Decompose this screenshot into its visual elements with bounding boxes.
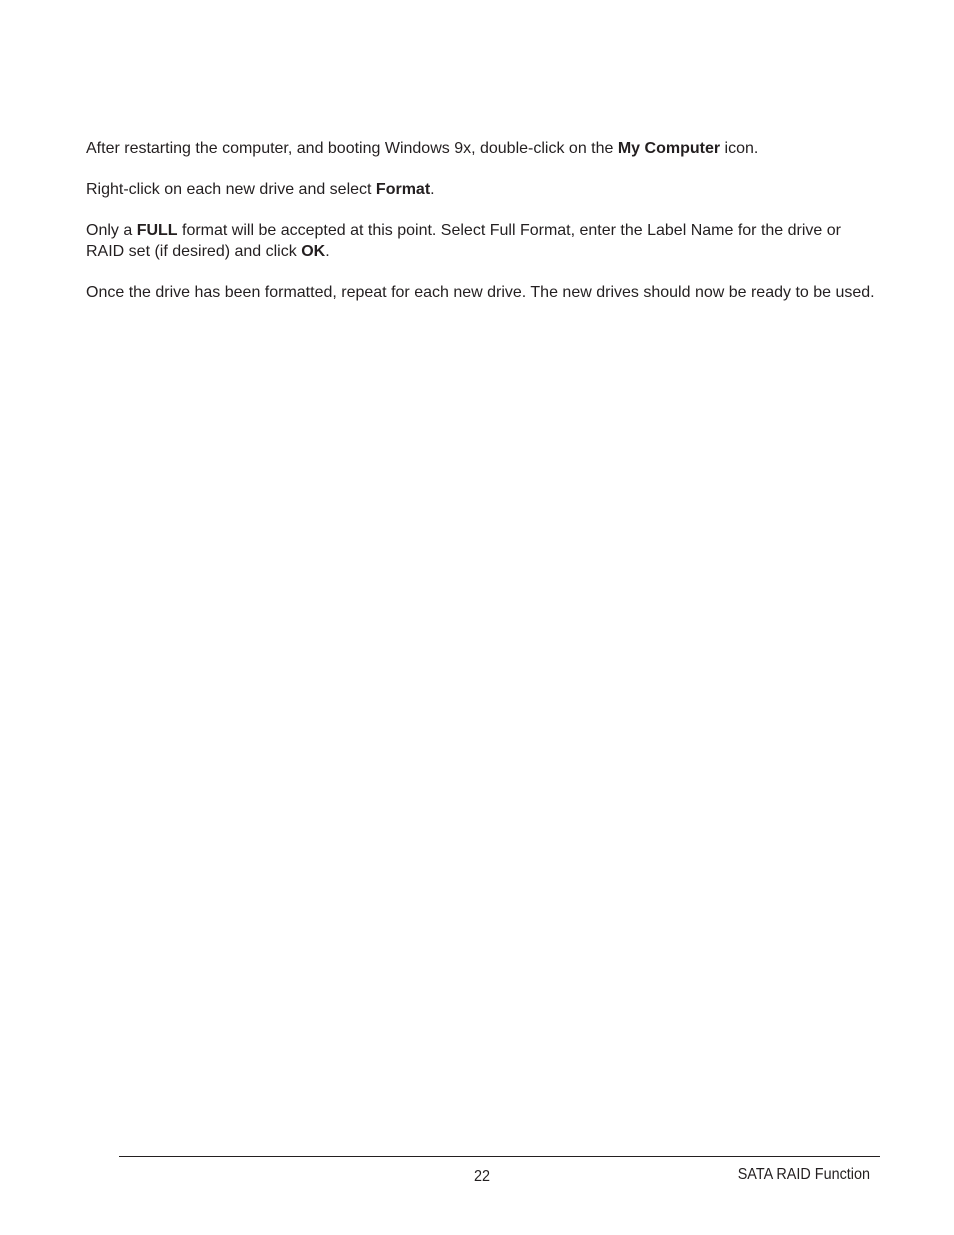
text: . xyxy=(325,243,330,260)
emphasis-full: FULL xyxy=(136,222,178,239)
text: icon. xyxy=(720,140,759,157)
text: . xyxy=(430,181,435,198)
body-content xyxy=(86,138,876,323)
paragraph-select-format xyxy=(86,179,876,200)
emphasis-format: Format xyxy=(375,181,431,198)
text: Right-click on each new drive and select xyxy=(86,181,376,198)
text: Only a xyxy=(86,222,137,239)
emphasis-my-computer: My Computer xyxy=(617,140,721,157)
paragraph-full-format xyxy=(86,220,876,262)
paragraph-repeat: Once the drive has been formatted, repeat for each new drive. The new drives should now be ready to be used. xyxy=(86,284,875,301)
text: After restarting the computer, and booting Windows 9x, double-click on the xyxy=(86,140,618,157)
footer-divider xyxy=(119,1156,880,1157)
footer-section-title: SATA RAID Function xyxy=(737,1166,870,1183)
paragraph-open-my-computer xyxy=(86,138,876,159)
emphasis-ok: OK xyxy=(301,243,326,260)
page-number: 22 xyxy=(473,1168,491,1185)
text: format will be accepted at this point. Select Full Format, enter the Label Name for the drive or RAID set (if desired) and click xyxy=(86,222,841,260)
